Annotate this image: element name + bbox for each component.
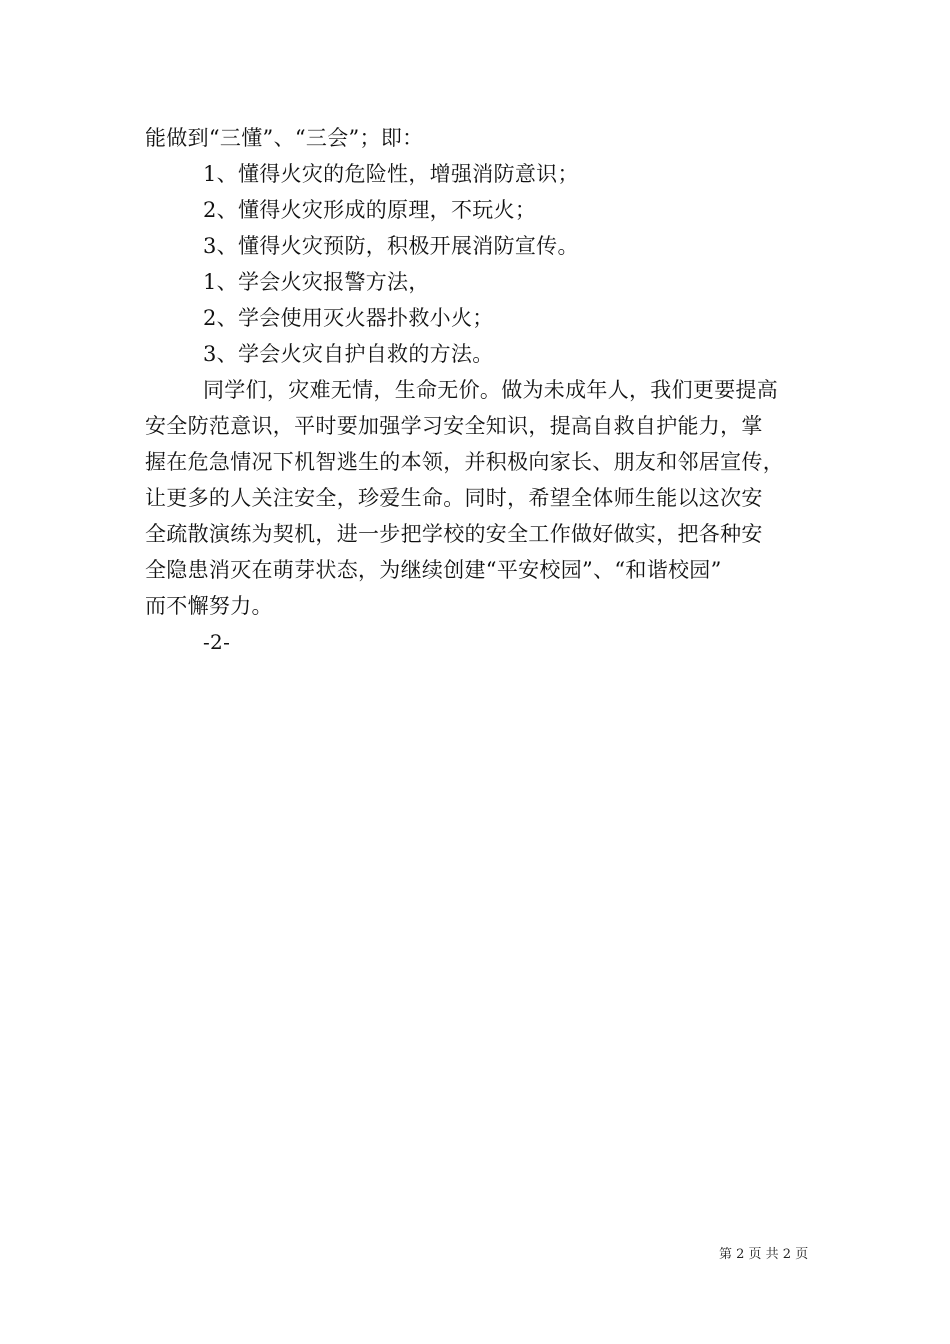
closing-paragraph-line-4: 让更多的人关注安全，珍爱生命。同时，希望全体师生能以这次安 — [145, 486, 763, 510]
page-marker: -2- — [203, 630, 231, 654]
skill-item-2: 2、学会使用灭火器扑救小火； — [203, 306, 494, 330]
skill-item-1: 1、学会火灾报警方法， — [203, 270, 430, 294]
page-footer: 第 2 页 共 2 页 — [719, 1247, 809, 1262]
understand-item-3: 3、懂得火灾预防，积极开展消防宣传。 — [203, 234, 579, 258]
closing-paragraph-line-2: 安全防范意识，平时要加强学习安全知识，提高自救自护能力，掌 — [145, 414, 763, 438]
document-body — [145, 120, 815, 660]
skill-item-3: 3、学会火灾自护自救的方法。 — [203, 342, 494, 366]
lead-line: 能做到“三懂”、“三会”；即： — [145, 126, 424, 150]
closing-paragraph-line-3: 握在危急情况下机智逃生的本领，并积极向家长、朋友和邻居宣传， — [145, 450, 784, 474]
closing-paragraph-line-6: 全隐患消灭在萌芽状态，为继续创建“平安校园”、“和谐校园” — [145, 558, 722, 582]
closing-paragraph-line-1: 同学们，灾难无情，生命无价。做为未成年人，我们更要提高 — [203, 378, 779, 402]
closing-paragraph-line-5: 全疏散演练为契机，进一步把学校的安全工作做好做实，把各种安 — [145, 522, 763, 546]
closing-paragraph-line-7: 而不懈努力。 — [145, 594, 273, 618]
understand-item-1: 1、懂得火灾的危险性，增强消防意识； — [203, 162, 579, 186]
understand-item-2: 2、懂得火灾形成的原理，不玩火； — [203, 198, 537, 222]
